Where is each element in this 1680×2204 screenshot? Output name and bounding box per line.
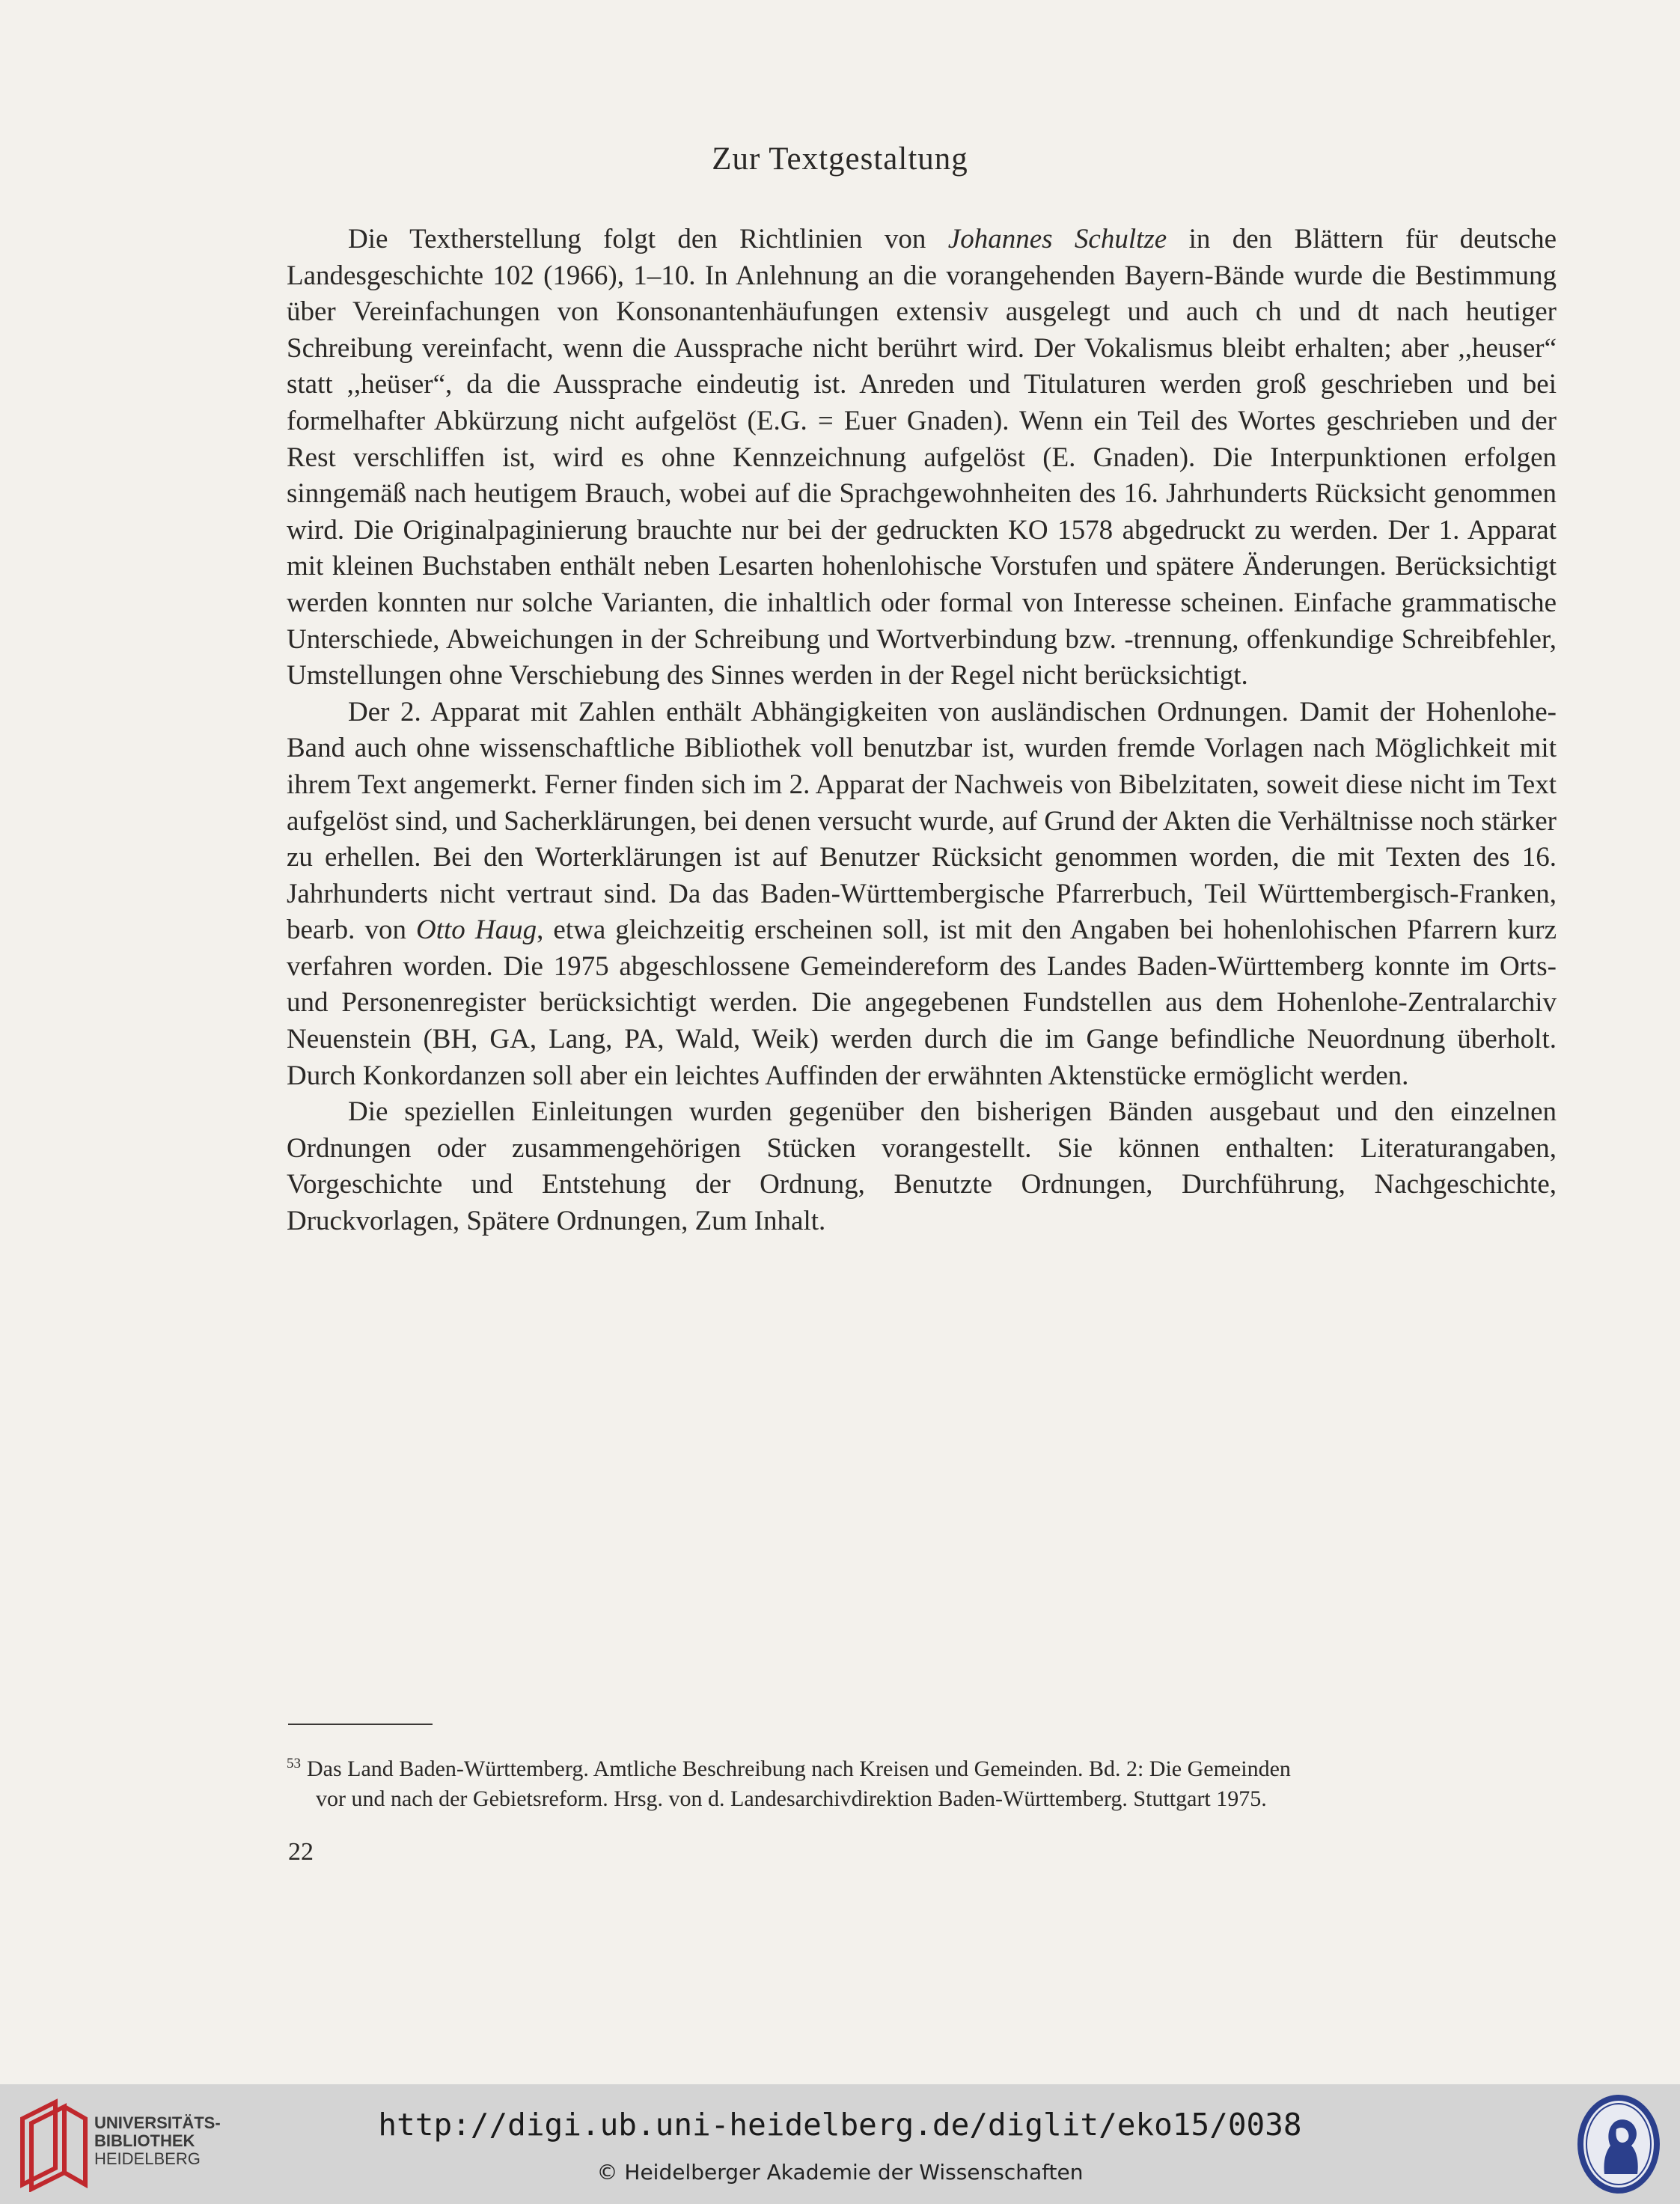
page-title: Zur Textgestaltung (712, 141, 968, 177)
text-segment: Die speziellen Einleitungen wurden gegenüber den bisherigen Bänden ausgebaut und den einzelnen Ordnungen oder zusammengehörigen Stücken vorangestellt. Sie können enthalten: Literaturangaben, Vorgeschichte und Entstehung der Ordnung, Benutzte Ordnungen, Durchführung, Nachgeschichte, Druckvorlagen, Spätere Ordnungen, Zum Inhalt. (287, 1096, 1557, 1237)
footnote-line-2: vor und nach der Gebietsreform. Hrsg. von d. Landesarchivdirektion Baden-Württemberg. Stuttgart 1975. (316, 1786, 1267, 1811)
text-segment: Der 2. Apparat mit Zahlen enthält Abhängigkeiten von ausländischen Ordnungen. Damit der Hohenlohe-Band auch ohne wissenschaftliche Bibliothek voll benutzbar ist, wurden fremde Vorlagen nach Möglichkeit mit ihrem Text angemerkt. Ferner finden sich im 2. Apparat der Nachweis von Bibelzitaten, soweit diese nicht im Text aufgelöst sind, und Sacherklärungen, bei denen versucht wurde, auf Grund der Akten die Verhältnisse noch stärker zu erhellen. Bei den Worterklärungen ist auf Benutzer Rücksicht genommen worden, die mit Texten des 16. Jahrhunderts nicht vertraut sind. Da das Baden-Württembergische Pfarrerbuch, Teil Württembergisch-Franken, bearb. von (287, 696, 1557, 946)
paragraph-1 (287, 222, 1557, 695)
permalink-url[interactable]: http://digi.ub.uni-heidelberg.de/diglit/eko15/0038 (378, 2107, 1302, 2143)
footnote (287, 1749, 1557, 1814)
library-name-line: UNIVERSITÄTS- (94, 2113, 221, 2132)
text-segment: in den Blättern für deutsche Landesgeschichte 102 (1966), 1–10. In Anlehnung an die vorangehenden Bayern-Bände wurde die Bestimmung über Vereinfachungen von Konsonantenhäufungen extensiv ausgelegt und auch ch und dt nach heutiger Schreibung vereinfacht, wenn die Aussprache nicht berührt wird. Der Vokalismus bleibt erhalten; aber ,,heuser“ statt ,,heüser“, da die Aussprache eindeutig ist. Anreden und Titulaturen werden groß geschrieben und bei formelhafter Abkürzung nicht aufgelöst (E.G. = Euer Gnaden). Wenn ein Teil des Wortes geschrieben und der Rest verschliffen ist, wird es ohne Kennzeichnung aufgelöst (E. Gnaden). Die Interpunktionen erfolgen sinngemäß nach heutigem Brauch, wobei auf die Sprachgewohnheiten des 16. Jahrhunderts Rücksicht genommen wird. Die Originalpaginierung brauchte nur bei der gedruckten KO 1578 abgedruckt zu werden. Der 1. Apparat mit kleinen Buchstaben enthält neben Lesarten hohenlohische Vorstufen und spätere Änderungen. Berücksichtigt werden konnten nur solche Varianten, die inhaltlich oder formal von Interesse scheinen. Einfache grammatische Unterschiede, Abweichungen in der Schreibung und Wortverbindung bzw. -trennung, offenkundige Schreibfehler, Umstellungen ohne Verschiebung des Sinnes werden in der Regel nicht berücksichtigt. (287, 224, 1557, 692)
footnote-divider (288, 1724, 433, 1725)
text-segment: , etwa gleichzeitig erscheinen soll, ist mit den Angaben bei hohenlohischen Pfarrern kurz verfahren worden. Die 1975 abgeschlossene Gemeindereform des Landes Baden-Württemberg konnte im Orts- und Personenregister berücksichtigt werden. Die angegebenen Fundstellen aus dem Hohenlohe-Zentralarchiv Neuenstein (BH, GA, Lang, PA, Wald, Weik) werden durch die im Gange befindliche Neuordnung überholt. Durch Konkordanzen soll aber ein leichtes Auffinden der erwähnten Aktenstücke ermöglicht werden. (287, 915, 1557, 1091)
body-text (287, 222, 1557, 1240)
paragraph-3 (287, 1094, 1557, 1239)
author-name-italic: Johannes Schultze (947, 224, 1167, 254)
author-name-italic: Otto Haug (416, 915, 537, 946)
footnote-line-1: Das Land Baden-Württemberg. Amtliche Beschreibung nach Kreisen und Gemeinden. Bd. 2: Die Gemeinden (307, 1756, 1291, 1781)
page-number: 22 (288, 1838, 314, 1866)
paragraph-2 (287, 695, 1557, 1095)
library-name-line: HEIDELBERG (94, 2149, 201, 2168)
portrait-seal-icon[interactable] (1574, 2092, 1663, 2197)
footnote-number: 53 (287, 1756, 301, 1771)
library-name-line: BIBLIOTHEK (94, 2131, 195, 2150)
text-segment: Die Textherstellung folgt den Richtlinien von (348, 224, 948, 254)
copyright-notice: © Heidelberger Akademie der Wissenschaften (596, 2160, 1084, 2185)
viewer-footer (0, 2084, 1680, 2204)
